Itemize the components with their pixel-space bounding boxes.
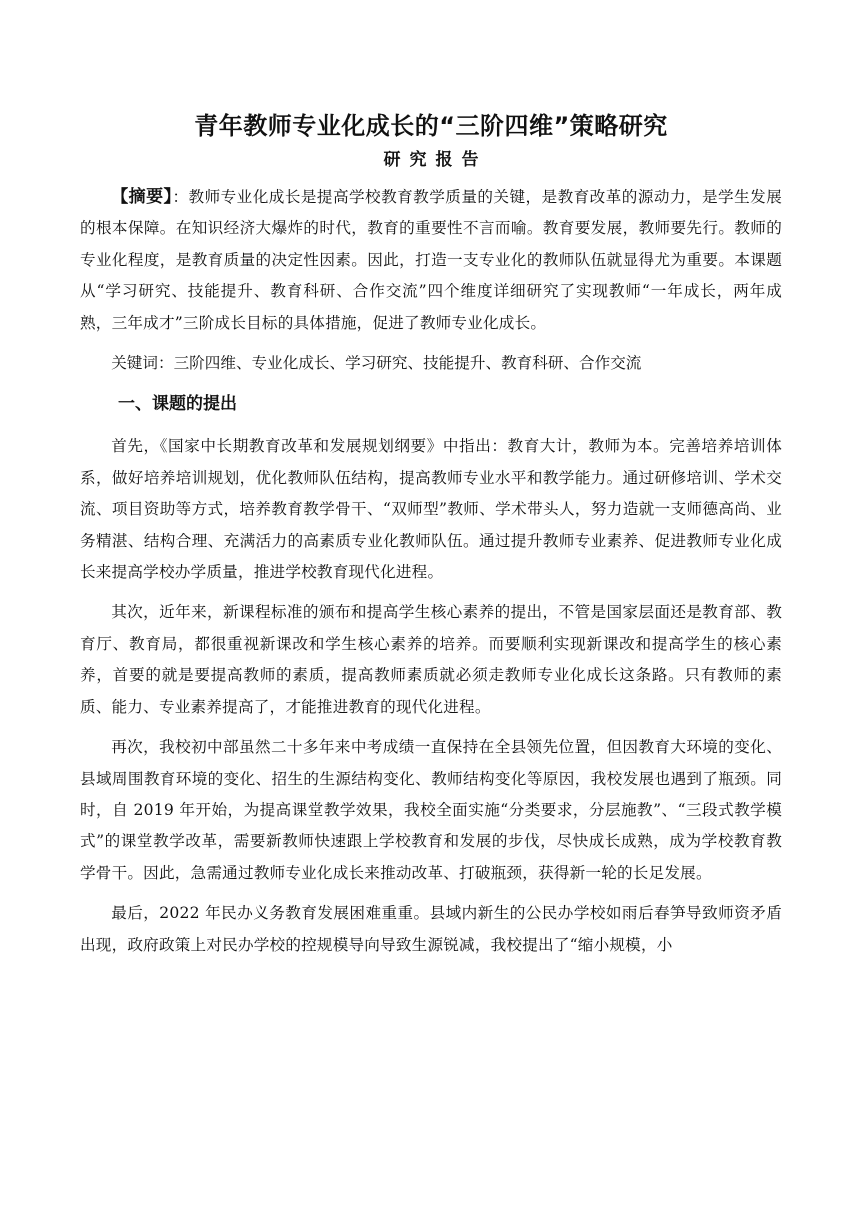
abstract-paragraph	[80, 182, 782, 339]
keywords-line: 关键词：三阶四维、专业化成长、学习研究、技能提升、教育科研、合作交流	[111, 354, 642, 373]
abstract-label: 【摘要】	[111, 187, 173, 207]
body-paragraph: 其次，近年来，新课程标准的颁布和提高学生核心素养的提出，不管是国家层面还是教育部、教育厅、教育局，都很重视新课改和学生核心素养的培养。而要顺利实现新课改和提高学生的核心素养，首要的就是要提高教师的素质，提高教师素质就必须走教师专业化成长这条路。只有教师的素质、能力、专业素养提高了，才能推进教育的现代化进程。	[80, 603, 782, 716]
document-body	[80, 108, 782, 970]
abstract-text: ：教师专业化成长是提高学校教育教学质量的关键，是教育改革的源动力，是学生发展的根本保障。在知识经济大爆炸的时代，教育的重要性不言而喻。教育要发展，教师要先行。教师的专业化程度，是教育质量的决定性因素。因此，打造一支专业化的教师队伍就显得尤为重要。本课题从“学习研究、技能提升、教育科研、合作交流”四个维度详细研究了实现教师“一年成长，两年成熟，三年成才”三阶成长目标的具体措施，促进了教师专业化成长。	[80, 188, 782, 332]
section-heading: 一、课题的提出	[118, 394, 237, 415]
body-paragraph: 首先，《国家中长期教育改革和发展规划纲要》中指出：教育大计，教师为本。完善培养培训体系，做好培养培训规划，优化教师队伍结构，提高教师专业水平和教学能力。通过研修培训、学术交流、项目资助等方式，培养教育教学骨干、“双师型”教师、学术带头人，努力造就一支师德高尚、业务精湛、结构合理、充满活力的高素质专业化教师队伍。通过提升教师专业素养、促进教师专业化成长来提高学校办学质量，推进学校教育现代化进程。	[80, 437, 782, 582]
body-paragraph: 最后，2022 年民办义务教育发展困难重重。县域内新生的公民办学校如雨后春笋导致师资矛盾出现，政府政策上对民办学校的控规模导向导致生源锐减，我校提出了“缩小规模，小	[80, 904, 782, 954]
document-subtitle: 研究报告	[383, 150, 488, 170]
document-title: 青年教师专业化成长的“三阶四维”策略研究	[194, 112, 668, 140]
body-paragraph: 再次，我校初中部虽然二十多年来中考成绩一直保持在全县领先位置，但因教育大环境的变化、县域周围教育环境的变化、招生的生源结构变化、教师结构变化等原因，我校发展也遇到了瓶颈。同时，自 2019 年开始，为提高课堂教学效果，我校全面实施“分类要求，分层施教”、“三段式教学模式”的课堂教学改革，需要新教师快速跟上学校教育和发展的步伐，尽快成长成熟，成为学校教育教学骨干。因此，急需通过教师专业化成长来推动改革、打破瓶颈，获得新一轮的长足发展。	[80, 738, 782, 882]
